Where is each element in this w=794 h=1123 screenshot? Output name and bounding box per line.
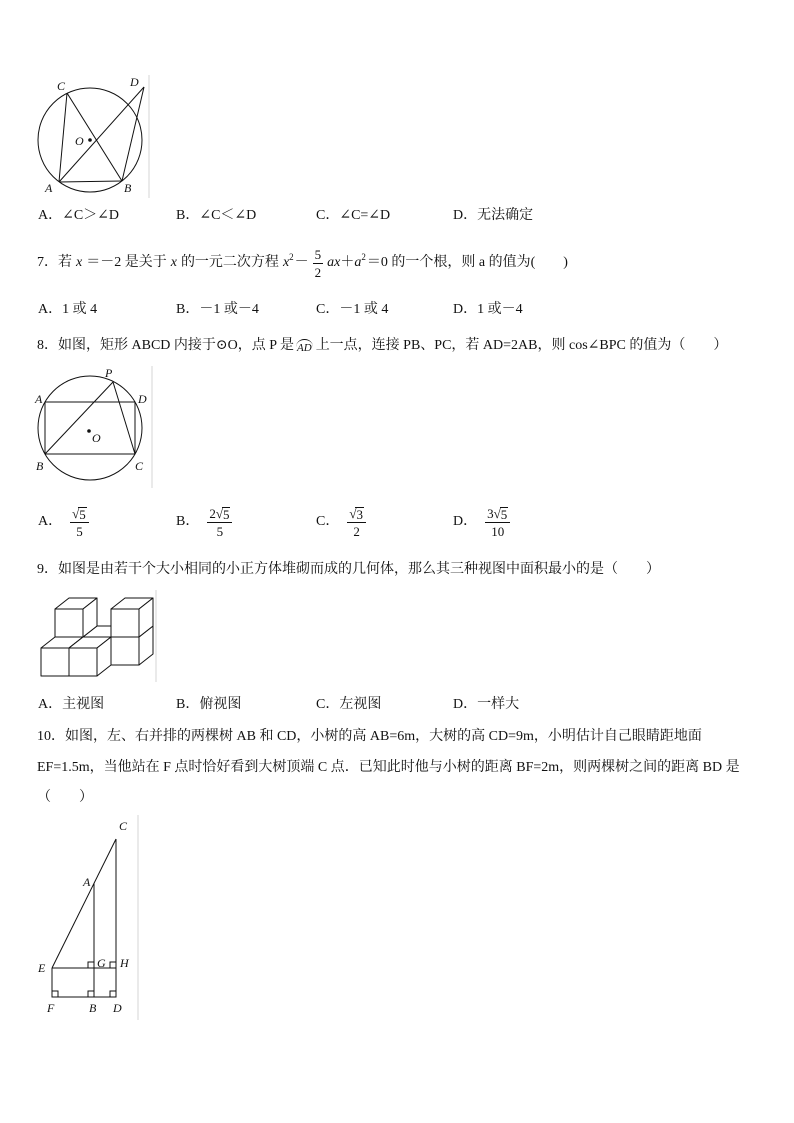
label-d: D <box>113 1001 122 1015</box>
label-d: D <box>138 392 147 406</box>
q7-text-2: 的一元二次方程 <box>180 255 279 270</box>
circle-o <box>38 376 142 480</box>
q6-circle-figure <box>35 75 153 198</box>
label-o: O <box>75 134 84 148</box>
exponent: 2 <box>289 252 294 262</box>
right-angle-mark-h <box>110 962 116 968</box>
option-label: B． <box>176 514 200 529</box>
q10-trees-figure <box>30 815 145 1020</box>
right-angle-mark-f <box>52 991 58 997</box>
option-label: C． <box>316 514 340 529</box>
numerator <box>207 506 232 523</box>
cube-front-face <box>55 609 83 637</box>
question-8-stem <box>37 336 727 356</box>
segment-pb <box>45 382 113 454</box>
arc-ad: AD <box>297 338 312 354</box>
option-label: D． <box>453 514 478 529</box>
q8-inscribed-rectangle-figure <box>35 366 155 488</box>
term-ax: ax <box>327 255 341 270</box>
label-a: A <box>45 181 53 195</box>
label-h: H <box>120 956 129 970</box>
denominator: 2 <box>314 264 322 280</box>
segment-ac <box>59 93 67 182</box>
fraction <box>207 506 232 539</box>
q8-option-c <box>316 504 370 540</box>
label-f: F <box>47 1001 55 1015</box>
right-angle-mark-d <box>110 991 116 997</box>
question-9-stem: 9．如图是由若干个大小相同的小正方体堆砌而成的几何体，那么其三种视图中面积最小的是（ ） <box>37 562 660 577</box>
label-b: B <box>36 459 44 473</box>
variable-a: a <box>354 255 362 270</box>
cube-front-face <box>111 609 139 637</box>
segment-db <box>122 87 144 181</box>
denominator: 10 <box>491 523 505 539</box>
label-c: C <box>135 459 144 473</box>
plus-sign: ＋ <box>340 255 355 270</box>
label-d: D <box>130 75 139 89</box>
segment-pc <box>113 382 135 454</box>
radical-sign: √ <box>215 505 223 521</box>
variable-x: x <box>76 255 83 270</box>
label-c: C <box>57 79 66 93</box>
cube <box>55 598 97 637</box>
radicand: 5 <box>222 506 230 522</box>
question-10-stem-line-2: EF=1.5m，当他站在 F 点时恰好看到大树顶端 C 点．已知此时他与小树的距离 BF=2m，则两棵树之间的距离 BD 是 <box>37 760 740 775</box>
q9-option-b: B．俯视图 <box>176 697 242 712</box>
cube-stack <box>41 598 153 676</box>
q6-option-b: B．∠C＜∠D <box>176 208 257 223</box>
cube-front-face <box>111 637 139 665</box>
denominator: 5 <box>216 523 224 539</box>
variable-x: x <box>282 255 290 270</box>
q7-option-c: C．－1 或 4 <box>316 302 389 317</box>
q9-option-a: A．主视图 <box>38 697 105 712</box>
label-b: B <box>89 1001 97 1015</box>
denominator: 5 <box>76 523 83 539</box>
right-angle-mark-g <box>88 962 94 968</box>
q6-option-d: D．无法确定 <box>453 208 534 223</box>
label-p: P <box>105 366 113 380</box>
fraction <box>70 506 89 539</box>
q7-option-d: D．1 或－4 <box>453 302 523 317</box>
q8-option-a <box>38 504 93 540</box>
q6-option-a: A．∠C＞∠D <box>38 208 120 223</box>
q8-option-d <box>453 504 514 540</box>
q9-option-c: C．左视图 <box>316 697 382 712</box>
radical-sign: √ <box>72 505 80 521</box>
label-e: E <box>38 961 46 975</box>
q8-tail: 上一点，连接 PB、PC，若 AD=2AB，则 cos∠BPC 的值为（ ） <box>315 338 728 353</box>
coefficient: 2 <box>209 505 216 521</box>
label-a: A <box>83 875 91 889</box>
q8-option-b <box>176 504 236 540</box>
q9-cube-stack-figure <box>35 590 157 682</box>
numerator <box>347 506 366 523</box>
fraction-five-halves <box>313 247 324 280</box>
segment-ab <box>59 181 122 182</box>
q7-option-a: A．1 或 4 <box>38 302 98 317</box>
fraction <box>347 506 366 539</box>
numerator <box>485 506 510 523</box>
cube <box>111 598 153 637</box>
q7-text-1: ＝－2 是关于 <box>86 255 167 270</box>
sight-line-ec <box>52 839 116 968</box>
radicand: 3 <box>356 506 363 522</box>
exponent: 2 <box>361 252 366 262</box>
q7-text-3: ＝0 的一个根，则 a 的值为( ) <box>366 255 568 270</box>
cube-front-face <box>69 648 97 676</box>
q7-lead: 7．若 <box>37 255 72 270</box>
fraction <box>485 506 510 539</box>
right-angle-mark-b <box>88 991 94 997</box>
label-g: G <box>97 956 106 970</box>
q9-option-d: D．一样大 <box>453 697 520 712</box>
center-point <box>88 138 92 142</box>
cube <box>69 637 111 676</box>
q8-lead: 8．如图，矩形 ABCD 内接于⊙O，点 P 是 <box>37 338 295 353</box>
radicand: 5 <box>500 506 508 522</box>
radical-sign: √ <box>349 505 357 521</box>
label-o: O <box>92 431 101 445</box>
coefficient: 3 <box>487 505 494 521</box>
numerator <box>70 506 89 523</box>
q6-option-c: C．∠C=∠D <box>316 208 391 223</box>
denominator: 2 <box>353 523 360 539</box>
cube-front-face <box>41 648 69 676</box>
option-label: A． <box>38 514 63 529</box>
question-10-stem-line-3: （ ） <box>37 790 93 805</box>
label-c: C <box>119 819 128 833</box>
radical-sign: √ <box>493 505 501 521</box>
q7-option-b: B．－1 或－4 <box>176 302 259 317</box>
label-a: A <box>35 392 43 406</box>
label-b: B <box>124 181 132 195</box>
question-10-stem-line-1: 10．如图，左、右并排的两棵树 AB 和 CD，小树的高 AB=6m，大树的高 CD=9m，小明估计自己眼睛距地面 <box>37 729 702 744</box>
radicand: 5 <box>79 506 86 522</box>
center-point <box>87 429 91 433</box>
minus-sign: － <box>294 255 309 270</box>
question-7-stem <box>37 246 568 280</box>
numerator: 5 <box>314 246 322 262</box>
variable-x: x <box>170 255 177 270</box>
